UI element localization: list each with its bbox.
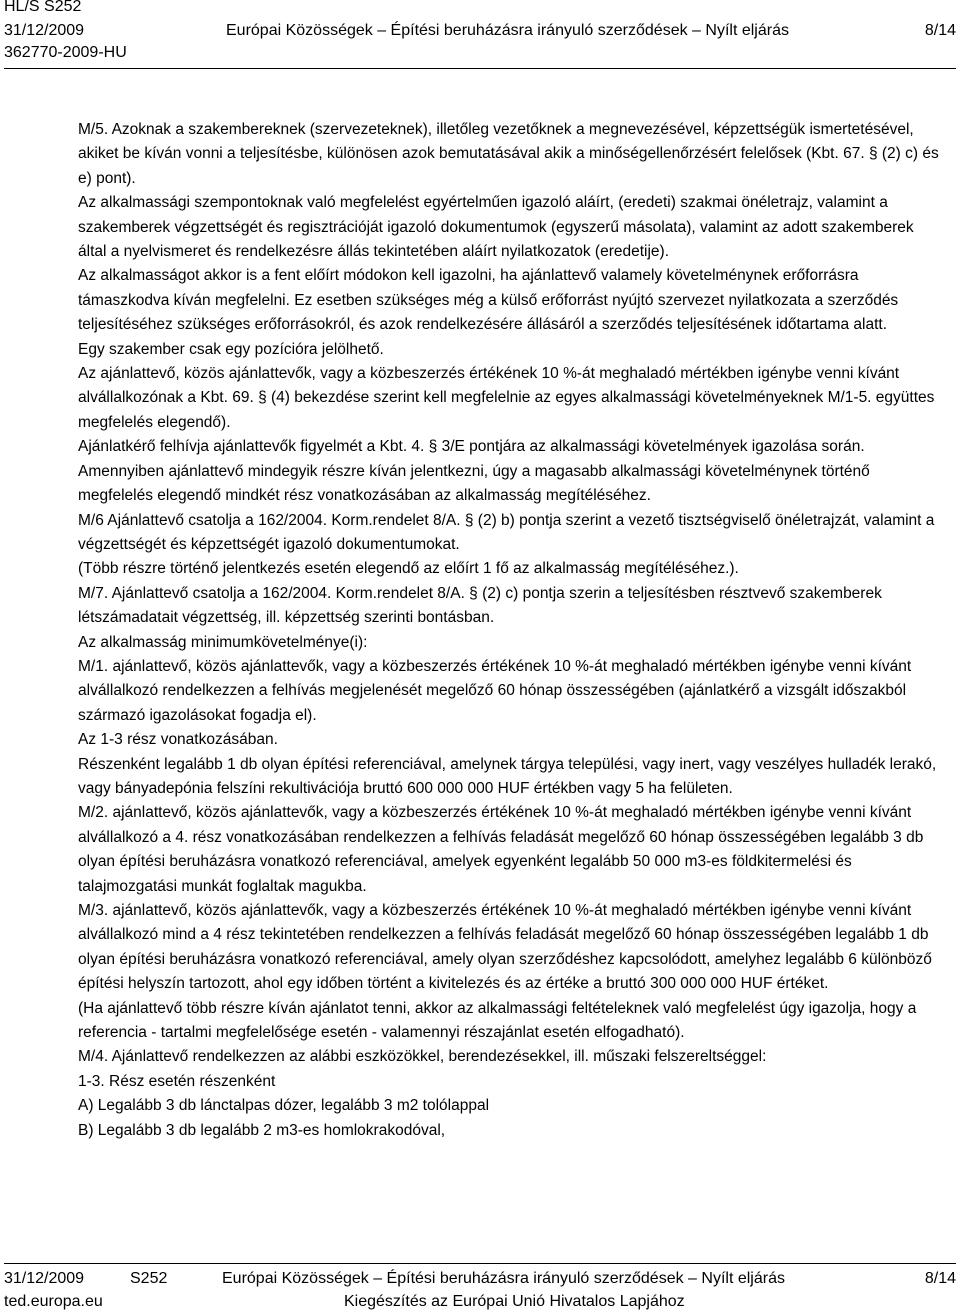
paragraph: (Több részre történő jelentkezés esetén elegendő az előírt 1 fő az alkalmasság megítéléséhez.). (78, 560, 739, 578)
doc-code: HL/S S252 (4, 0, 82, 15)
paragraph: Az alkalmasságot akkor is a fent előírt módokon kell igazolni, ha ajánlattevő valamely követelménynek erőforrásra támaszkodva kíván megfelelni. Ez esetben szükséges még a külső erőforrást nyújtó szervezet nyilatkozata a szerződés teljesítéséhez szükséges erőforrásokról, és azok rendelkezésére állásáról a szerződés teljesítésének időtartama alatt. (78, 267, 899, 334)
paragraph: Amennyiben ajánlattevő mindegyik részre kíván jelentkezni, úgy a magasabb alkalmassági követelménynek történő megfelelés elegendő mindkét rész vonatkozásában az alkalmasság megítéléséhez. (78, 462, 870, 505)
header-title: Európai Közösségek – Építési beruházásra irányuló szerződések – Nyílt eljárás (226, 22, 789, 39)
paragraph: Egy szakember csak egy pozícióra jelölhető. (78, 340, 384, 358)
document-body (78, 118, 940, 1143)
paragraph: M/7. Ajánlattevő csatolja a 162/2004. Korm.rendelet 8/A. § (2) c) pontja szerin a teljesítésben résztvevő szakemberek létszámadatait végzettség, ill. képzettség szerinti bontásban. (78, 584, 882, 627)
notice-id: 362770-2009-HU (4, 44, 127, 61)
paragraph: Az alkalmassági szempontoknak való megfelelést egyértelműen igazoló aláírt, (eredeti) szakmai önéletrajz, valamint a szakemberek végzettségét és regisztrációját igazoló dokumentumok (egyszerű másolata), valamint az adott szakemberek által a nyelvismeret és rendelkezésre állás tekintetében aláírt nyilatkozatok (eredetije). (78, 194, 914, 261)
paragraph: B) Legalább 3 db legalább 2 m3-es homlokrakodóval, (78, 1121, 446, 1139)
paragraph: M/6 Ajánlattevő csatolja a 162/2004. Korm.rendelet 8/A. § (2) b) pontja szerint a vezető tisztségviselő önéletrajzát, valamint a végzettségét és képzettségét igazoló dokumentumokat. (78, 511, 935, 553)
paragraph: M/5. Azoknak a szakembereknek (szervezeteknek), illetőleg vezetőknek a megnevezésével, képzettségük ismertetésével, akiket be kíván vonni a teljesítésbe, különösen azok bemutatásával akik a minőségellenőrzésért felelősek (Kbt. 67. § (2) c) és e) pont). (78, 121, 939, 187)
paragraph: Ajánlatkérő felhívja ajánlattevők figyelmét a Kbt. 4. § 3/E pontjára az alkalmassági követelmények igazolása során. (78, 438, 865, 456)
paragraph: M/3. ajánlattevő, közös ajánlattevők, vagy a közbeszerzés értékének 10 %-át meghaladó mértékben igénybe venni kívánt alvállalkozó mind a 4 rész tekintetében rendelkezzen a felhívás feladását megelőző 60 hónap összességében legalább 1 db olyan építési beruházásra vonatkozó referenciával, amely olyan szerződéshez kapcsolódott, amelyhez legalább 6 különböző építési helyszín tartozott, ahol egy időben történt a kivitelezés és az értéke a bruttó 300 000 000 HUF értéket. (78, 902, 932, 993)
header-date: 31/12/2009 (4, 22, 85, 39)
header-rule (4, 68, 956, 69)
paragraph: Az 1-3 rész vonatkozásában. (78, 731, 278, 749)
footer-page-number: 8/14 (924, 1270, 956, 1287)
footer-series: S252 (130, 1270, 168, 1287)
paragraph: (Ha ajánlattevő több részre kíván ajánlatot tenni, akkor az alkalmassági feltételeknek való megfelelést úgy igazolja, hogy a referencia - tartalmi megfelelősége esetén - valamennyi részajánlat esetén elfogadható). (78, 999, 917, 1042)
paragraph: Az alkalmasság minimumkövetelménye(i): (78, 633, 368, 651)
header-page-number: 8/14 (924, 22, 956, 39)
paragraph: Részenként legalább 1 db olyan építési referenciával, amelynek tárgya települési, vagy inert, vagy veszélyes hulladék lerakó, vagy bányadepónia felszíni rekultivációja bruttó 600 000 000 HUF értékben vagy 5 ha felületen. (78, 755, 937, 797)
paragraph: 1-3. Rész esetén részenként (78, 1072, 276, 1090)
footer-rule (4, 1263, 956, 1264)
footer-date: 31/12/2009 (4, 1270, 85, 1287)
paragraph: A) Legalább 3 db lánctalpas dózer, legalább 3 m2 tolólappal (78, 1097, 490, 1115)
footer-title: Európai Közösségek – Építési beruházásra irányuló szerződések – Nyílt eljárás (222, 1270, 785, 1287)
footer-journal: Kiegészítés az Európai Unió Hivatalos Lapjához (344, 1293, 685, 1310)
paragraph: M/2. ajánlattevő, közös ajánlattevők, vagy a közbeszerzés értékének 10 %-át meghaladó mértékben igénybe venni kívánt alvállalkozó a 4. rész vonatkozásában rendelkezzen a felhívás feladását megelőző 60 hónap összességében legalább 3 db olyan építési beruházásra vonatkozó referenciával, amelyek egyenként legalább 50 000 m3-es földkitermelési és talajmozgatási munkát foglaltak magukba. (78, 804, 924, 895)
paragraph: M/4. Ajánlattevő rendelkezzen az alábbi eszközökkel, berendezésekkel, ill. műszaki felszereltséggel: (78, 1048, 767, 1066)
footer-site-link[interactable]: ted.europa.eu (4, 1293, 103, 1310)
page-header (4, 0, 956, 66)
paragraph: Az ajánlattevő, közös ajánlattevők, vagy a közbeszerzés értékének 10 %-át meghaladó mértékben igénybe venni kívánt alvállalkozónak a Kbt. 69. § (4) bekezdése szerint kell megfelelnie az egyes alkalmassági követelményeknek M/1-5. együttes megfelelés elegendő). (78, 365, 935, 431)
paragraph: M/1. ajánlattevő, közös ajánlattevők, vagy a közbeszerzés értékének 10 %-át meghaladó mértékben igénybe venni kívánt alvállalkozó rendelkezzen a felhívás megjelenését megelőző 60 hónap összességében (ajánlatkérő a vizsgált időszakból származó igazolásokat fogadja el). (78, 657, 912, 724)
